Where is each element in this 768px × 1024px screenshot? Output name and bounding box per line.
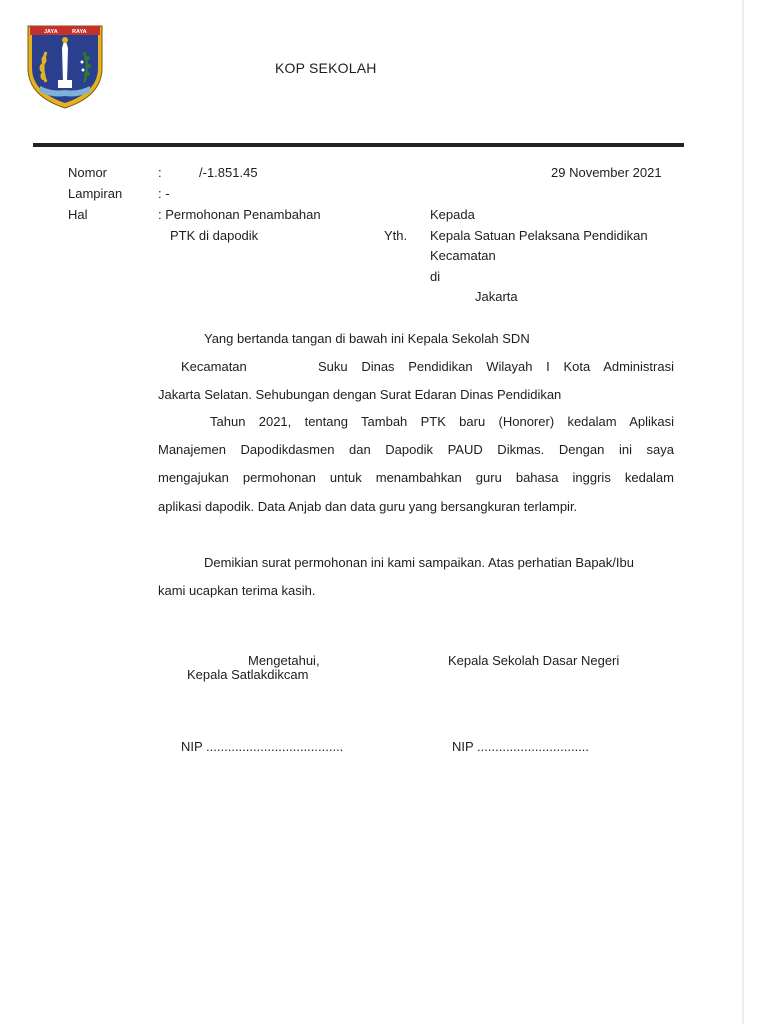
recipient-line3: di (430, 269, 441, 284)
lampiran-value: : - (158, 186, 170, 201)
recipient-kepada: Kepada (430, 207, 475, 222)
hal-subject-line1: : Permohonan Penambahan (158, 207, 321, 222)
signature-left-title: Kepala Satlakdikcam (187, 667, 309, 682)
body-p2-line1: Demikian surat permohonan ini kami sampaikan. Atas perhatian Bapak/Ibu (204, 555, 634, 570)
recipient-city: Jakarta (475, 289, 518, 304)
body-p1-line5: Manajemen Dapodikdasmen dan Dapodik PAUD Dikmas. Dengan ini saya (158, 442, 674, 457)
recipient-line2: Kecamatan (430, 248, 496, 263)
signature-right-title: Kepala Sekolah Dasar Negeri (448, 653, 620, 668)
logo-text-right: RAYA (72, 29, 87, 35)
body-p1-line3: Jakarta Selatan. Sehubungan dengan Surat Edaran Dinas Pendidikan (158, 387, 562, 402)
body-p1-line2a: Kecamatan (181, 359, 247, 374)
recipient-yth: Yth. (384, 228, 408, 243)
nomor-separator: : (158, 165, 162, 180)
body-p1-line2b: Suku Dinas Pendidikan Wilayah I Kota Administrasi (318, 359, 674, 374)
signature-left-mengetahui: Mengetahui, (248, 653, 320, 668)
body-p1-line4: Tahun 2021, tentang Tambah PTK baru (Honorer) kedalam Aplikasi (210, 414, 674, 429)
logo-text-left: JAYA (44, 29, 58, 35)
hal-label: Hal (68, 207, 88, 222)
signature-left-nip: NIP ...................................... (181, 739, 344, 754)
nomor-value: /-1.851.45 (199, 165, 258, 180)
body-p1-line1: Yang bertanda tangan di bawah ini Kepala Sekolah SDN (204, 331, 530, 346)
body-p2-line2: kami ucapkan terima kasih. (158, 583, 316, 598)
hal-subject-line2: PTK di dapodik (170, 228, 259, 243)
page-edge-divider (742, 0, 744, 1024)
letterhead-divider (33, 143, 684, 147)
recipient-line1: Kepala Satuan Pelaksana Pendidikan (430, 228, 648, 243)
body-p1-line7: aplikasi dapodik. Data Anjab dan data guru yang bersangkuran terlampir. (158, 499, 578, 514)
nomor-label: Nomor (68, 165, 108, 180)
letterhead-title: KOP SEKOLAH (275, 60, 377, 76)
lampiran-label: Lampiran (68, 186, 123, 201)
letter-date: 29 November 2021 (551, 165, 662, 180)
body-p1-line6: mengajukan permohonan untuk menambahkan guru bahasa inggris kedalam (158, 470, 674, 485)
jakarta-coat-of-arms-logo (22, 20, 108, 110)
signature-right-nip: NIP ............................... (452, 739, 590, 754)
